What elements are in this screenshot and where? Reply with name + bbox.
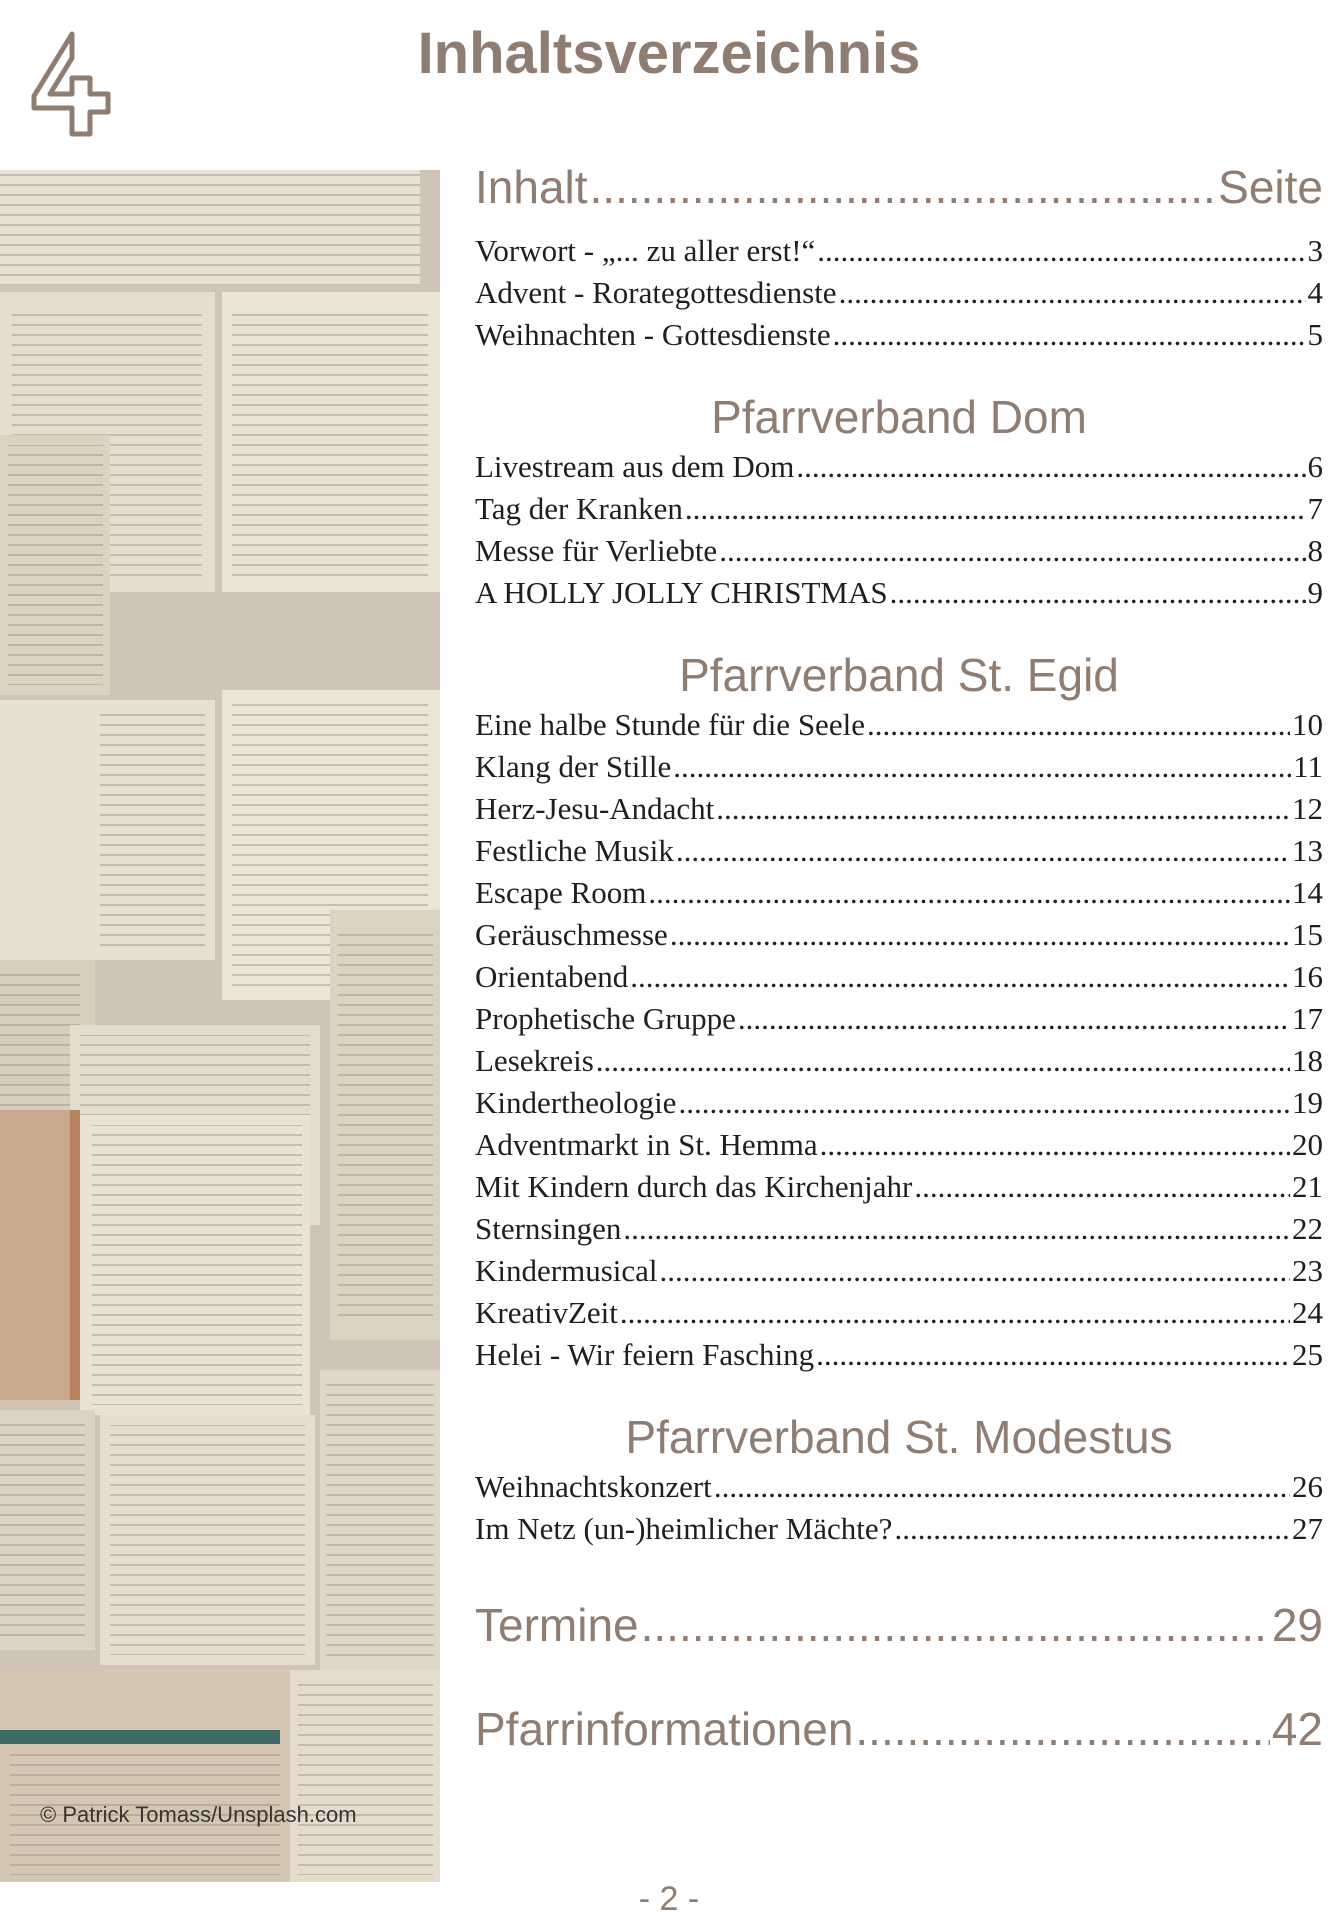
- toc-entry[interactable]: [475, 1466, 1323, 1508]
- toc-entry-label: Kindertheologie: [475, 1085, 677, 1120]
- toc-entry[interactable]: [475, 830, 1323, 872]
- toc-entry-page: 13: [1292, 833, 1323, 868]
- dot-leader: [685, 488, 1306, 530]
- toc-entry[interactable]: [475, 1334, 1323, 1376]
- toc-entry-page: 16: [1292, 959, 1323, 994]
- page-title: Inhaltsverzeichnis: [417, 21, 921, 86]
- toc-entry-page: 22: [1292, 1211, 1323, 1246]
- toc-entry-page: 21: [1292, 1169, 1323, 1204]
- toc-header: [475, 160, 1323, 218]
- toc-entry-large[interactable]: [475, 1598, 1323, 1656]
- toc-entry-page: 12: [1292, 791, 1323, 826]
- toc-entry-label: Pfarrinformationen: [475, 1703, 854, 1755]
- toc-entry[interactable]: [475, 914, 1323, 956]
- dot-leader: [660, 1250, 1290, 1292]
- toc-entry[interactable]: [475, 704, 1323, 746]
- dot-leader: [673, 746, 1291, 788]
- dot-leader: [839, 272, 1306, 314]
- toc-entry-page: 42: [1271, 1703, 1323, 1755]
- toc-entry[interactable]: [475, 1292, 1323, 1334]
- toc-entry-page: 7: [1307, 491, 1323, 526]
- toc-entry-page: 26: [1292, 1469, 1323, 1504]
- toc-entry[interactable]: [475, 314, 1323, 356]
- dot-leader: [596, 1040, 1290, 1082]
- toc-entry-page: 29: [1271, 1599, 1323, 1651]
- toc-entry-page: 17: [1292, 1001, 1323, 1036]
- dot-leader: [641, 1598, 1270, 1652]
- dot-leader: [833, 314, 1306, 356]
- toc-entry[interactable]: [475, 1040, 1323, 1082]
- toc-entry-label: Helei - Wir feiern Fasching: [475, 1337, 815, 1372]
- toc-entry[interactable]: [475, 956, 1323, 998]
- toc-entry-large[interactable]: [475, 1702, 1323, 1760]
- dot-leader: [738, 998, 1290, 1040]
- dot-leader: [678, 1082, 1290, 1124]
- dot-leader: [719, 530, 1305, 572]
- toc-entry[interactable]: [475, 1124, 1323, 1166]
- dot-leader: [716, 788, 1290, 830]
- dot-leader: [817, 230, 1305, 272]
- toc-entry-page: 15: [1292, 917, 1323, 952]
- toc-entry-label: Adventmarkt in St. Hemma: [475, 1127, 818, 1162]
- toc-entry-page: 4: [1307, 275, 1323, 310]
- toc-entry-label: Livestream aus dem Dom: [475, 449, 795, 484]
- toc-entry-label: Eine halbe Stunde für die Seele: [475, 707, 865, 742]
- toc-entry-page: 23: [1292, 1253, 1323, 1288]
- toc-entry-label: Messe für Verliebte: [475, 533, 718, 568]
- toc-entry-page: 5: [1307, 317, 1323, 352]
- toc-entry-label: Herz-Jesu-Andacht: [475, 791, 715, 826]
- toc-entry-label: A HOLLY JOLLY CHRISTMAS: [475, 575, 888, 610]
- toc-entry-label: Tag der Kranken: [475, 491, 683, 526]
- toc-entry-page: 20: [1292, 1127, 1323, 1162]
- section-title: Pfarrverband St. Modestus: [625, 1411, 1173, 1463]
- dot-leader: [867, 704, 1290, 746]
- toc-entry[interactable]: [475, 488, 1323, 530]
- section-title: Pfarrverband St. Egid: [679, 649, 1119, 701]
- toc-entry-page: 10: [1292, 707, 1323, 742]
- dot-leader: [914, 1166, 1290, 1208]
- toc-entry-page: 27: [1292, 1511, 1323, 1546]
- table-of-contents: [475, 160, 1323, 1760]
- toc-entry-label: Kindermusical: [475, 1253, 658, 1288]
- toc-entry-page: 11: [1293, 749, 1323, 784]
- toc-entry-label: Advent - Rorategottesdienste: [475, 275, 837, 310]
- dot-leader: [816, 1334, 1290, 1376]
- dot-leader: [796, 446, 1305, 488]
- toc-entry-label: Lesekreis: [475, 1043, 594, 1078]
- dot-leader: [590, 160, 1217, 214]
- toc-entry-label: Geräuschmesse: [475, 917, 668, 952]
- toc-entry-page: 18: [1292, 1043, 1323, 1078]
- page-number: - 2 -: [638, 1880, 700, 1918]
- dot-leader: [855, 1702, 1269, 1756]
- toc-entry-page: 8: [1307, 533, 1323, 568]
- dot-leader: [676, 830, 1290, 872]
- section-title: Pfarrverband Dom: [711, 391, 1087, 443]
- toc-entry-page: 14: [1292, 875, 1323, 910]
- dot-leader: [630, 956, 1290, 998]
- toc-entry-label: Weihnachtskonzert: [475, 1469, 712, 1504]
- dot-leader: [670, 914, 1290, 956]
- toc-entry-label: Termine: [475, 1599, 639, 1651]
- dot-leader: [714, 1466, 1290, 1508]
- toc-entry-label: Festliche Musik: [475, 833, 674, 868]
- toc-entry-page: 25: [1292, 1337, 1323, 1372]
- toc-entry-label: Prophetische Gruppe: [475, 1001, 736, 1036]
- toc-entry[interactable]: [475, 788, 1323, 830]
- toc-entry-label: KreativZeit: [475, 1295, 618, 1330]
- toc-entry[interactable]: [475, 230, 1323, 272]
- toc-entry-label: Orientabend: [475, 959, 629, 994]
- toc-entry[interactable]: [475, 1508, 1323, 1550]
- toc-entry-page: 19: [1292, 1085, 1323, 1120]
- toc-entry-label: Mit Kindern durch das Kirchenjahr: [475, 1169, 913, 1204]
- toc-entry-page: 6: [1307, 449, 1323, 484]
- toc-entry-page: 3: [1307, 233, 1323, 268]
- toc-entry[interactable]: [475, 446, 1323, 488]
- toc-entry-label: Im Netz (un-)heimlicher Mächte?: [475, 1511, 893, 1546]
- toc-entry[interactable]: [475, 1082, 1323, 1124]
- toc-entry[interactable]: [475, 872, 1323, 914]
- toc-entry[interactable]: [475, 746, 1323, 788]
- toc-entry-label: Sternsingen: [475, 1211, 622, 1246]
- toc-entry-label: Weihnachten - Gottesdienste: [475, 317, 831, 352]
- toc-header-page: Seite: [1218, 161, 1323, 213]
- dot-leader: [648, 872, 1290, 914]
- toc-entry-page: 24: [1292, 1295, 1323, 1330]
- toc-entry[interactable]: [475, 572, 1323, 614]
- dot-leader: [820, 1124, 1290, 1166]
- dot-leader: [890, 572, 1306, 614]
- toc-entry[interactable]: [475, 1166, 1323, 1208]
- photo-credit: © Patrick Tomass/Unsplash.com: [40, 1802, 357, 1827]
- toc-entry-label: Escape Room: [475, 875, 647, 910]
- books-photo: [0, 170, 440, 1882]
- toc-entry-label: Klang der Stille: [475, 749, 672, 784]
- dot-leader: [623, 1208, 1290, 1250]
- toc-entry[interactable]: [475, 998, 1323, 1040]
- toc-entry-page: 9: [1307, 575, 1323, 610]
- toc-entry[interactable]: [475, 530, 1323, 572]
- toc-entry[interactable]: [475, 272, 1323, 314]
- dot-leader: [894, 1508, 1290, 1550]
- toc-entry[interactable]: [475, 1250, 1323, 1292]
- toc-entry-label: Vorwort - „... zu aller erst!“: [475, 233, 816, 268]
- toc-header-label: Inhalt: [475, 161, 588, 213]
- dot-leader: [620, 1292, 1290, 1334]
- toc-entry[interactable]: [475, 1208, 1323, 1250]
